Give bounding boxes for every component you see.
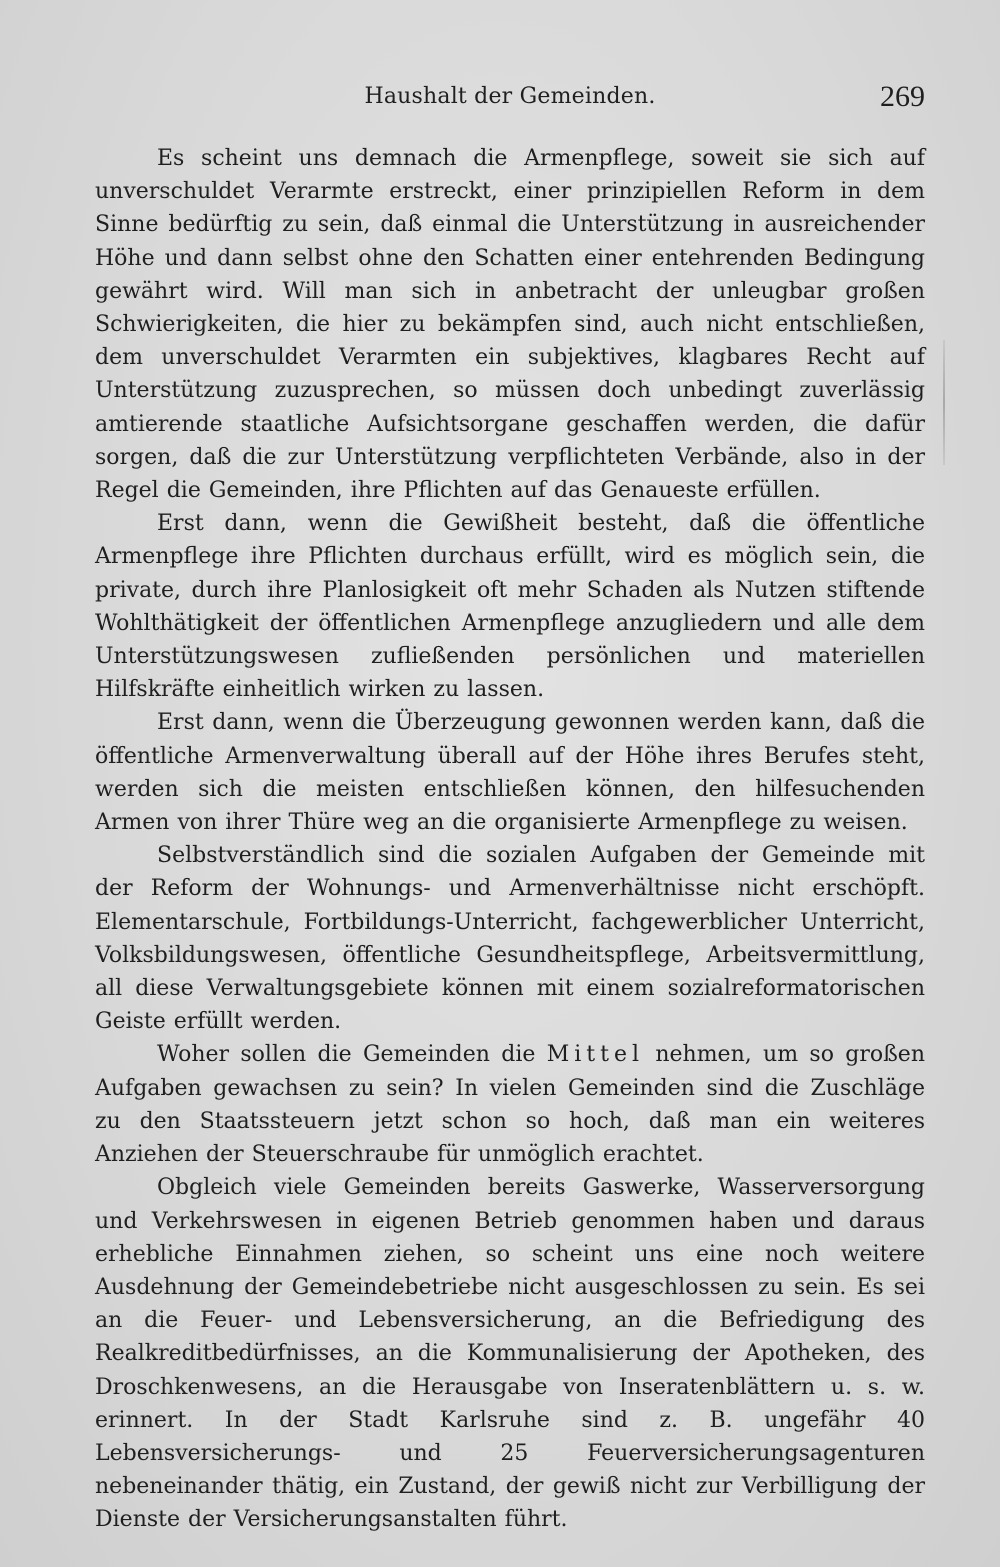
running-title: Haushalt der Gemeinden. — [364, 84, 656, 109]
page-header — [95, 80, 925, 120]
margin-mark — [943, 340, 945, 465]
paragraph-2: Erst dann, wenn die Gewißheit besteht, daß die öffentliche Armenpflege ihre Pflichten durchaus erfüllt, wird es möglich sein, die private, durch ihre Planlosigkeit oft mehr Schaden als Nutzen stiftende Wohlthätigkeit der öffentlichen Armenpflege anzugliedern und alle dem Unterstützungswesen zufließenden persönlichen und materiellen Hilfskräfte einheitlich wirken zu lassen. — [95, 511, 925, 703]
body-text — [95, 142, 925, 1537]
paragraph-6: Obgleich viele Gemeinden bereits Gaswerke, Wasserversorgung und Verkehrswesen in eigenen Betrieb genommen haben und daraus erhebliche Einnahmen ziehen, so scheint uns eine noch weitere Ausdehnung der Gemeindebetriebe nicht ausgeschlossen zu sein. Es sei an die Feuer- und Lebensversicherung, an die Befriedigung des Realkreditbedürfnisses, an die Kommunalisierung der Apotheken, des Droschkenwesens, an die Herausgabe von Inseratenblättern u. s. w. erinnert. In der Stadt Karlsruhe sind z. B. ungefähr 40 Lebensversicherungs- und 25 Feuerversicherungsagenturen nebeneinander thätig, ein Zustand, der gewiß nicht zur Verbilligung der Dienste der Versicherungsanstalten führt. — [95, 1175, 925, 1533]
paragraph-1: Es scheint uns demnach die Armenpflege, soweit sie sich auf unverschuldet Verarmte erstreckt, einer prinzipiellen Reform in dem Sinne bedürftig zu sein, daß einmal die Unterstützung in ausreichender Höhe und dann selbst ohne den Schatten einer entehrenden Bedingung gewährt wird. Will man sich in anbetracht der unleugbar großen Schwierigkeiten, die hier zu bekämpfen sind, auch nicht entschließen, dem unverschuldet Verarmten ein subjektives, klagbares Recht auf Unterstützung zuzusprechen, so müssen doch unbedingt zuverlässig amtierende staatliche Aufsichtsorgane geschaffen werden, die dafür sorgen, daß die zur Unterstützung verpflichteten Verbände, also in der Regel die Gemeinden, ihre Pflichten auf das Genaueste erfüllen. — [95, 146, 925, 504]
paragraph-3: Erst dann, wenn die Überzeugung gewonnen werden kann, daß die öffentliche Armenverwaltung überall auf der Höhe ihres Berufes steht, werden sich die meisten entschließen können, den hilfesuchenden Armen von ihrer Thüre weg an die organisierte Armenpflege zu weisen. — [95, 710, 925, 836]
paragraph-5-start: Woher sollen die Gemeinden die — [157, 1042, 547, 1068]
paragraph-4: Selbstverständlich sind die sozialen Aufgaben der Gemeinde mit der Reform der Wohnungs- und Armenverhältnisse nicht erschöpft. Elementarschule, Fortbildungs-Unterricht, fachgewerblicher Unterricht, Volksbildungswesen, öffentliche Gesundheitspflege, Arbeitsvermittlung, all diese Verwaltungsgebiete können mit einem sozialreformatorischen Geiste erfüllt werden. — [95, 843, 925, 1035]
paragraph-5 — [95, 1038, 925, 1171]
emphasis-mittel: Mittel — [546, 1042, 645, 1068]
paragraph-5-end: nehmen, um so großen Aufgaben gewachsen zu sein? In vielen Gemeinden sind die Zuschläge zu den Staatssteuern jetzt schon so hoch, daß man ein weiteres Anziehen der Steuerschraube für unmöglich erachtet. — [95, 1042, 925, 1168]
page-number: 269 — [880, 80, 925, 113]
